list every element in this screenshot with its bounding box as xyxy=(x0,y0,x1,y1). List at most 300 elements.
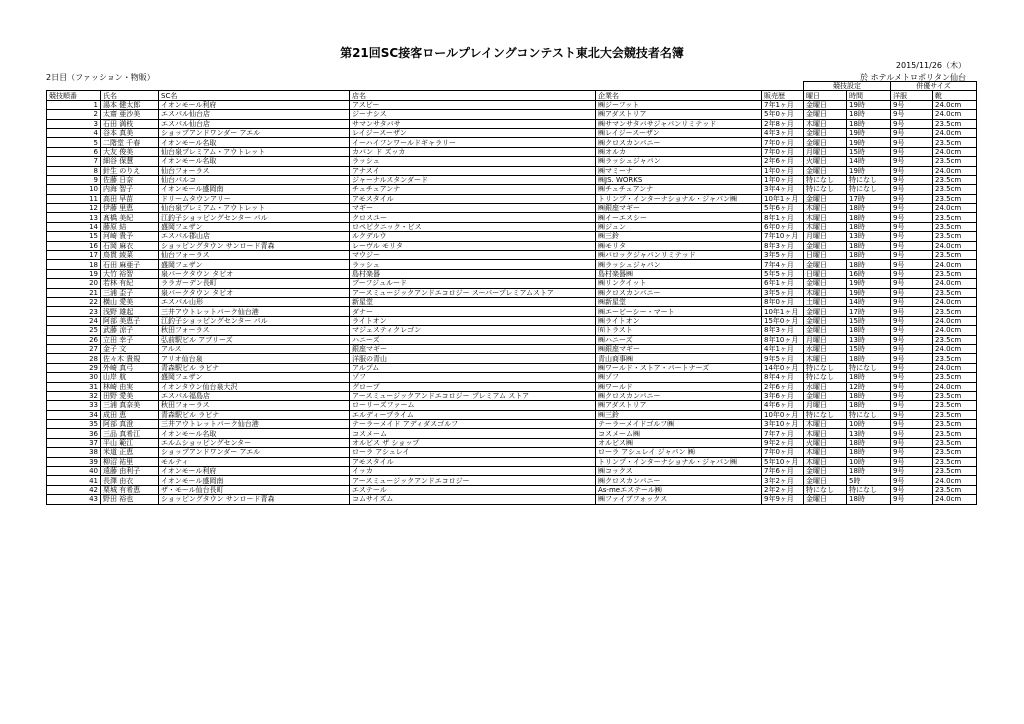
roster-title: 第21回SC接客ロールプレイングコンテスト東北大会競技者名簿 xyxy=(340,46,684,60)
row-shoes: 23.5cm xyxy=(933,185,977,194)
row-weekday: 金曜日 xyxy=(804,110,847,119)
row-name: 若林 有紀 xyxy=(101,279,159,288)
table-row xyxy=(47,457,977,466)
row-company: ㈱三鈴 xyxy=(596,232,762,241)
row-order: 2 xyxy=(47,110,101,119)
row-shoes: 23.5cm xyxy=(933,401,977,410)
table-row xyxy=(47,100,977,109)
row-company: ㈱アダストリア xyxy=(596,401,762,410)
row-order: 23 xyxy=(47,307,101,316)
row-time: 18時 xyxy=(847,373,891,382)
row-shoes: 24.0cm xyxy=(933,326,977,335)
row-shop: ダナー xyxy=(350,307,596,316)
row-experience: 1年0ヶ月 xyxy=(762,175,804,184)
row-clothes: 9号 xyxy=(891,222,933,231)
row-sc: エルムショッピングセンター xyxy=(159,438,350,447)
row-time: 19時 xyxy=(847,128,891,137)
row-time: 特になし xyxy=(847,175,891,184)
row-name: 栗城 有希恵 xyxy=(101,485,159,494)
row-company: ㈱銀座マギー xyxy=(596,344,762,353)
row-company: ㈱サマンサタバサジャパンリミテッド xyxy=(596,119,762,128)
row-experience: 2年6ヶ月 xyxy=(762,382,804,391)
row-sc: ショップアンドワンダー アエル xyxy=(159,448,350,457)
row-shop: ジャーナルスタンダード xyxy=(350,175,596,184)
row-experience: 8年10ヶ月 xyxy=(762,335,804,344)
row-order: 1 xyxy=(47,100,101,109)
table-row xyxy=(47,204,977,213)
col-experience: 販売歴 xyxy=(762,91,804,100)
row-company: ㈱クロスカンパニー xyxy=(596,138,762,147)
row-order: 29 xyxy=(47,363,101,372)
row-shoes: 23.5cm xyxy=(933,457,977,466)
row-time: 18時 xyxy=(847,213,891,222)
row-order: 30 xyxy=(47,373,101,382)
row-order: 26 xyxy=(47,335,101,344)
col-shop: 店名 xyxy=(350,91,596,100)
table-row xyxy=(47,232,977,241)
row-clothes: 9号 xyxy=(891,166,933,175)
row-order: 12 xyxy=(47,204,101,213)
row-weekday: 金曜日 xyxy=(804,307,847,316)
row-company: ㈱イーエスシー xyxy=(596,213,762,222)
row-order: 11 xyxy=(47,194,101,203)
table-row xyxy=(47,307,977,316)
row-sc: ショッピングタウン サンロード青森 xyxy=(159,241,350,250)
row-order: 15 xyxy=(47,232,101,241)
table-row xyxy=(47,420,977,429)
row-name: 二階堂 千春 xyxy=(101,138,159,147)
row-sc: 秋田フォーラス xyxy=(159,326,350,335)
row-weekday: 月曜日 xyxy=(804,401,847,410)
row-shop: アスビー xyxy=(350,100,596,109)
table-row xyxy=(47,297,977,306)
row-shop: ローリーズファーム xyxy=(350,401,596,410)
row-sc: モルティ xyxy=(159,457,350,466)
row-experience: 3年2ヶ月 xyxy=(762,476,804,485)
row-clothes: 9号 xyxy=(891,100,933,109)
row-name: 内海 智子 xyxy=(101,185,159,194)
row-clothes: 9号 xyxy=(891,110,933,119)
row-time: 18時 xyxy=(847,391,891,400)
table-row xyxy=(47,335,977,344)
row-order: 40 xyxy=(47,467,101,476)
row-clothes: 9号 xyxy=(891,175,933,184)
row-sc: エスパル仙台店 xyxy=(159,119,350,128)
table-row xyxy=(47,110,977,119)
col-name: 氏名 xyxy=(101,91,159,100)
row-experience: 10年0ヶ月 xyxy=(762,410,804,419)
row-sc: イオンモール名取 xyxy=(159,138,350,147)
row-weekday: 木曜日 xyxy=(804,420,847,429)
competitor-table xyxy=(46,81,977,505)
col-shoes: 靴 xyxy=(933,91,977,100)
row-company: ㈱ジーフット xyxy=(596,100,762,109)
row-name: 石田 満枝 xyxy=(101,119,159,128)
row-experience: 3年10ヶ月 xyxy=(762,420,804,429)
row-company: ㈱クロスカンパニー xyxy=(596,288,762,297)
row-shop: マギー xyxy=(350,204,596,213)
row-clothes: 9号 xyxy=(891,467,933,476)
row-shoes: 23.5cm xyxy=(933,391,977,400)
row-time: 18時 xyxy=(847,448,891,457)
row-experience: 15年0ヶ月 xyxy=(762,316,804,325)
row-order: 16 xyxy=(47,241,101,250)
row-shoes: 23.5cm xyxy=(933,269,977,278)
row-weekday: 特になし xyxy=(804,485,847,494)
row-weekday: 木曜日 xyxy=(804,457,847,466)
row-name: 山岸 航 xyxy=(101,373,159,382)
row-shoes: 24.0cm xyxy=(933,128,977,137)
row-time: 特になし xyxy=(847,363,891,372)
row-shop: ローラ アシュレイ xyxy=(350,448,596,457)
row-company: ㈲トラスト xyxy=(596,326,762,335)
row-order: 43 xyxy=(47,495,101,504)
row-order: 34 xyxy=(47,410,101,419)
row-shoes: 23.5cm xyxy=(933,288,977,297)
row-clothes: 9号 xyxy=(891,232,933,241)
row-order: 6 xyxy=(47,147,101,156)
row-clothes: 9号 xyxy=(891,307,933,316)
row-shoes: 23.5cm xyxy=(933,251,977,260)
row-shop: アナスイ xyxy=(350,166,596,175)
table-row xyxy=(47,448,977,457)
row-name: 髙橋 美紀 xyxy=(101,213,159,222)
table-row xyxy=(47,157,977,166)
row-experience: 1年0ヶ月 xyxy=(762,166,804,175)
row-sc: 仙台フォーラス xyxy=(159,251,350,260)
row-shoes: 23.5cm xyxy=(933,232,977,241)
row-shoes: 23.5cm xyxy=(933,138,977,147)
row-order: 32 xyxy=(47,391,101,400)
row-shoes: 24.0cm xyxy=(933,241,977,250)
row-clothes: 9号 xyxy=(891,420,933,429)
row-name: 佐々木 貴規 xyxy=(101,354,159,363)
row-clothes: 9号 xyxy=(891,147,933,156)
row-shoes: 24.0cm xyxy=(933,279,977,288)
row-name: 三浦 真奈美 xyxy=(101,401,159,410)
table-row xyxy=(47,166,977,175)
row-weekday: 金曜日 xyxy=(804,476,847,485)
table-row xyxy=(47,175,977,184)
row-name: 佐藤 日奈 xyxy=(101,175,159,184)
row-experience: 8年0ヶ月 xyxy=(762,297,804,306)
row-sc: エスパル仙台店 xyxy=(159,110,350,119)
row-experience: 8年3ヶ月 xyxy=(762,241,804,250)
row-order: 36 xyxy=(47,429,101,438)
row-experience: 6年0ヶ月 xyxy=(762,222,804,231)
row-weekday: 木曜日 xyxy=(804,354,847,363)
row-shoes: 24.0cm xyxy=(933,204,977,213)
row-clothes: 9号 xyxy=(891,241,933,250)
row-time: 18時 xyxy=(847,119,891,128)
col-company: 企業名 xyxy=(596,91,762,100)
row-sc: 弘前駅ビル アプリーズ xyxy=(159,335,350,344)
row-clothes: 9号 xyxy=(891,194,933,203)
row-weekday: 金曜日 xyxy=(804,316,847,325)
row-order: 8 xyxy=(47,166,101,175)
row-sc: 三井アウトレットパーク仙台港 xyxy=(159,420,350,429)
row-experience: 7年6ヶ月 xyxy=(762,467,804,476)
row-order: 22 xyxy=(47,297,101,306)
row-time: 18時 xyxy=(847,222,891,231)
row-company: ㈱クロスカンパニー xyxy=(596,391,762,400)
row-weekday: 木曜日 xyxy=(804,429,847,438)
table-row xyxy=(47,401,977,410)
row-company: ㈱ハニーズ xyxy=(596,335,762,344)
row-sc: エスパル郡山店 xyxy=(159,232,350,241)
row-shoes: 23.5cm xyxy=(933,410,977,419)
row-shoes: 24.0cm xyxy=(933,100,977,109)
row-shop: マジェスティクレゴン xyxy=(350,326,596,335)
row-shop: イーハイフンワールドギャラリー xyxy=(350,138,596,147)
row-experience: 5年10ヶ月 xyxy=(762,457,804,466)
row-time: 13時 xyxy=(847,429,891,438)
table-row xyxy=(47,251,977,260)
row-name: 谷本 真美 xyxy=(101,128,159,137)
row-sc: 盛岡フェザン xyxy=(159,260,350,269)
row-weekday: 金曜日 xyxy=(804,391,847,400)
row-order: 13 xyxy=(47,213,101,222)
table-row xyxy=(47,288,977,297)
row-clothes: 9号 xyxy=(891,128,933,137)
row-shoes: 24.0cm xyxy=(933,344,977,353)
row-time: 18時 xyxy=(847,354,891,363)
table-row xyxy=(47,485,977,494)
row-company: ㈱アダストリア xyxy=(596,110,762,119)
row-order: 21 xyxy=(47,288,101,297)
day-label: 2日目（ファッション・物販） xyxy=(46,73,155,82)
row-clothes: 9号 xyxy=(891,326,933,335)
col-weekday: 曜日 xyxy=(804,91,847,100)
row-sc: 江釣子ショッピングセンター パル xyxy=(159,213,350,222)
table-row xyxy=(47,476,977,485)
row-clothes: 9号 xyxy=(891,485,933,494)
row-sc: 青森駅ビル ラビナ xyxy=(159,410,350,419)
row-shop: ジーナシス xyxy=(350,110,596,119)
row-sc: ドリームタウンアリー xyxy=(159,194,350,203)
row-sc: エスパル福島店 xyxy=(159,391,350,400)
row-experience: 7年7ヶ月 xyxy=(762,429,804,438)
row-company: ㈱リンクイット xyxy=(596,279,762,288)
row-clothes: 9号 xyxy=(891,401,933,410)
row-order: 33 xyxy=(47,401,101,410)
row-shoes: 23.5cm xyxy=(933,119,977,128)
row-order: 17 xyxy=(47,251,101,260)
row-sc: 秋田フォーラス xyxy=(159,401,350,410)
row-weekday: 木曜日 xyxy=(804,204,847,213)
row-experience: 2年2ヶ月 xyxy=(762,485,804,494)
row-name: 伊藤 里恵 xyxy=(101,204,159,213)
table-row xyxy=(47,429,977,438)
row-name: 藤原 結 xyxy=(101,222,159,231)
row-order: 19 xyxy=(47,269,101,278)
row-weekday: 月曜日 xyxy=(804,335,847,344)
row-sc: アルス xyxy=(159,344,350,353)
row-name: 柳沼 祐里 xyxy=(101,457,159,466)
row-shop: ライトオン xyxy=(350,316,596,325)
table-row xyxy=(47,279,977,288)
table-row xyxy=(47,344,977,353)
row-shop: ブーフジュルード xyxy=(350,279,596,288)
row-shoes: 24.0cm xyxy=(933,297,977,306)
row-sc: 青森駅ビル ラビナ xyxy=(159,363,350,372)
row-experience: 8年1ヶ月 xyxy=(762,213,804,222)
row-sc: ショップアンドワンダー アエル xyxy=(159,128,350,137)
row-order: 14 xyxy=(47,222,101,231)
row-sc: ララガーデン長町 xyxy=(159,279,350,288)
row-clothes: 9号 xyxy=(891,213,933,222)
row-time: 19時 xyxy=(847,288,891,297)
row-order: 9 xyxy=(47,175,101,184)
row-weekday: 日曜日 xyxy=(804,251,847,260)
row-shop: エルディープライム xyxy=(350,410,596,419)
row-time: 17時 xyxy=(847,194,891,203)
row-shop: カバン ド ズッカ xyxy=(350,147,596,156)
row-company: ㈱バロックジャパンリミテッド xyxy=(596,251,762,260)
row-time: 特になし xyxy=(847,410,891,419)
row-company: ㈱新星堂 xyxy=(596,297,762,306)
row-experience: 7年0ヶ月 xyxy=(762,138,804,147)
row-experience: 4年6ヶ月 xyxy=(762,401,804,410)
row-order: 5 xyxy=(47,138,101,147)
row-weekday: 特になし xyxy=(804,175,847,184)
row-experience: 3年6ヶ月 xyxy=(762,391,804,400)
row-time: 18時 xyxy=(847,401,891,410)
row-experience: 7年4ヶ月 xyxy=(762,260,804,269)
row-experience: 2年6ヶ月 xyxy=(762,157,804,166)
row-order: 31 xyxy=(47,382,101,391)
row-experience: 7年10ヶ月 xyxy=(762,232,804,241)
row-shoes: 24.0cm xyxy=(933,476,977,485)
row-time: 10時 xyxy=(847,457,891,466)
row-company: コスメーム㈱ xyxy=(596,429,762,438)
col-sc: SC名 xyxy=(159,91,350,100)
row-shoes: 24.0cm xyxy=(933,147,977,156)
row-experience: 3年4ヶ月 xyxy=(762,185,804,194)
row-name: 林崎 由実 xyxy=(101,382,159,391)
row-name: 河崎 貴予 xyxy=(101,232,159,241)
row-name: 金子 文 xyxy=(101,344,159,353)
row-shoes: 23.5cm xyxy=(933,438,977,447)
row-shop: オルビス ザ ショップ xyxy=(350,438,596,447)
row-company: ㈱レイジースーザン xyxy=(596,128,762,137)
row-sc: アリオ仙台泉 xyxy=(159,354,350,363)
row-shop: 島村楽器 xyxy=(350,269,596,278)
row-sc: 泉パークタウン タピオ xyxy=(159,269,350,278)
row-company: ㈱ゾフ xyxy=(596,373,762,382)
row-order: 10 xyxy=(47,185,101,194)
group-header-row xyxy=(47,82,977,91)
row-order: 27 xyxy=(47,344,101,353)
row-order: 20 xyxy=(47,279,101,288)
row-order: 18 xyxy=(47,260,101,269)
row-shop: アルプム xyxy=(350,363,596,372)
row-shoes: 23.5cm xyxy=(933,448,977,457)
row-clothes: 9号 xyxy=(891,316,933,325)
table-row xyxy=(47,241,977,250)
row-shop: テーラーメイド アディダスゴルフ xyxy=(350,420,596,429)
row-time: 19時 xyxy=(847,166,891,175)
row-experience: 14年0ヶ月 xyxy=(762,363,804,372)
row-company: ㈱モリタ xyxy=(596,241,762,250)
row-experience: 3年5ヶ月 xyxy=(762,251,804,260)
row-name: 野田 裕也 xyxy=(101,495,159,504)
row-shop: エステール xyxy=(350,485,596,494)
row-clothes: 9号 xyxy=(891,476,933,485)
row-shop: アモスタイル xyxy=(350,194,596,203)
row-name: 石田 麻亜子 xyxy=(101,260,159,269)
row-weekday: 金曜日 xyxy=(804,241,847,250)
row-order: 42 xyxy=(47,485,101,494)
row-experience: 5年0ヶ月 xyxy=(762,110,804,119)
table-row xyxy=(47,467,977,476)
row-time: 特になし xyxy=(847,185,891,194)
row-shoes: 23.5cm xyxy=(933,335,977,344)
row-name: 湯本 健太郎 xyxy=(101,100,159,109)
col-order: 競技順番 xyxy=(47,91,101,100)
row-company: ㈱ワールド xyxy=(596,382,762,391)
row-experience: 9年2ヶ月 xyxy=(762,438,804,447)
row-name: 高田 早苗 xyxy=(101,194,159,203)
row-shop: ゾフ xyxy=(350,373,596,382)
row-company: オルビス㈱ xyxy=(596,438,762,447)
row-weekday: 木曜日 xyxy=(804,222,847,231)
row-company: ㈱ラッシュジャパン xyxy=(596,260,762,269)
row-time: 15時 xyxy=(847,147,891,156)
row-name: 田野 愛美 xyxy=(101,391,159,400)
row-clothes: 9号 xyxy=(891,382,933,391)
table-row xyxy=(47,363,977,372)
row-weekday: 火曜日 xyxy=(804,438,847,447)
row-shop: コスメーム xyxy=(350,429,596,438)
row-sc: 仙台泉プレミアム・アウトレット xyxy=(159,204,350,213)
row-weekday: 特になし xyxy=(804,185,847,194)
row-company: ㈱クロスカンパニー xyxy=(596,476,762,485)
row-company: ㈱三鈴 xyxy=(596,410,762,419)
table-row xyxy=(47,185,977,194)
table-row xyxy=(47,194,977,203)
row-sc: ザ・モール仙台長町 xyxy=(159,485,350,494)
row-weekday: 金曜日 xyxy=(804,495,847,504)
row-company: ㈱エービーシー・マート xyxy=(596,307,762,316)
row-name: 遠藤 由利子 xyxy=(101,467,159,476)
row-name: 大竹 裕智 xyxy=(101,269,159,278)
row-clothes: 9号 xyxy=(891,297,933,306)
row-name: 鳥貫 綾菜 xyxy=(101,251,159,260)
row-sc: 仙台泉プレミアム・アウトレット xyxy=(159,147,350,156)
row-weekday: 金曜日 xyxy=(804,166,847,175)
row-experience: 5年5ヶ月 xyxy=(762,269,804,278)
row-company: ㈱ジュン xyxy=(596,222,762,231)
row-order: 7 xyxy=(47,157,101,166)
row-company: テーラーメイドゴルフ㈱ xyxy=(596,420,762,429)
row-shop: アモスタイル xyxy=(350,457,596,466)
venue-label: 於 ホテルメトロポリタン仙台 xyxy=(860,73,966,82)
row-weekday: 特になし xyxy=(804,410,847,419)
row-weekday: 土曜日 xyxy=(804,297,847,306)
row-clothes: 9号 xyxy=(891,119,933,128)
row-shoes: 24.0cm xyxy=(933,316,977,325)
row-sc: 仙台フォーラス xyxy=(159,166,350,175)
col-time: 時間 xyxy=(847,91,891,100)
row-sc: 仙台パルコ xyxy=(159,175,350,184)
table-row xyxy=(47,391,977,400)
size-header: 併優サイズ xyxy=(891,82,977,91)
row-order: 38 xyxy=(47,448,101,457)
row-shoes: 24.0cm xyxy=(933,495,977,504)
row-weekday: 水曜日 xyxy=(804,382,847,391)
row-order: 39 xyxy=(47,457,101,466)
